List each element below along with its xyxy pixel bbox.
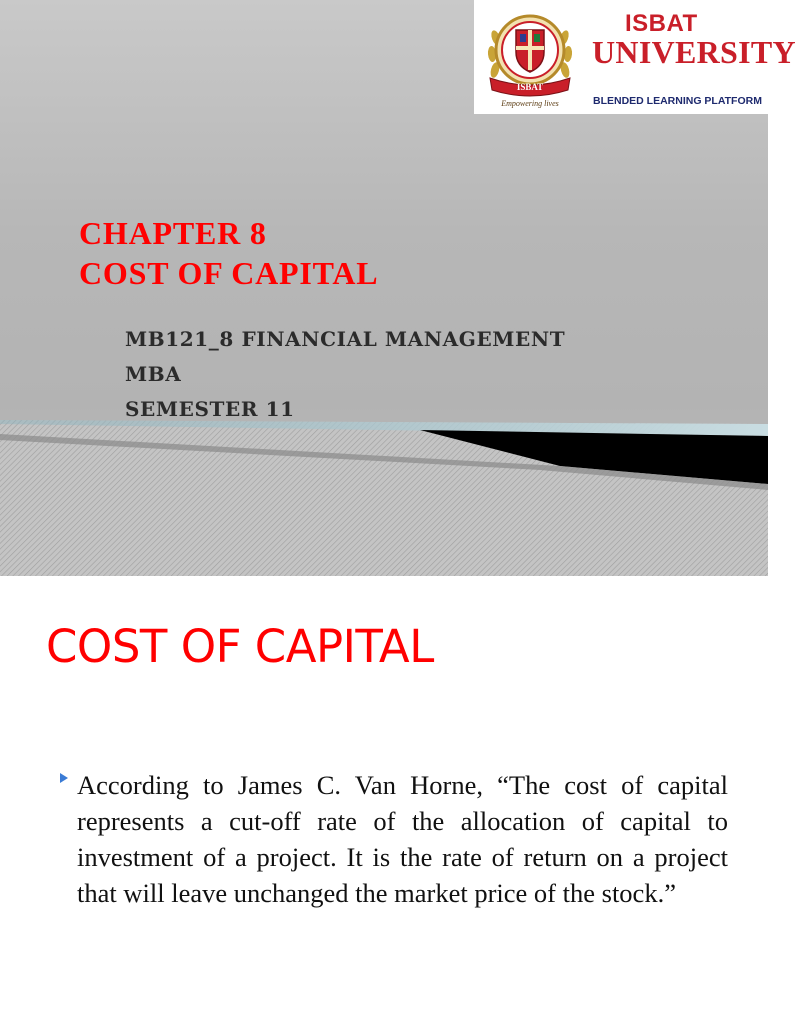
course-code: MB121_8 FINANCIAL MANAGEMENT [125,327,566,351]
university-seal-icon [482,4,578,112]
definition-quote: According to James C. Van Horne, “The cost of capital represents a cut-off rate of the allocation of capital to investment of a project. It is the rate of return on a project that will leave unchanged the market price of the stock.” [77,770,728,908]
chapter-title-line1: CHAPTER 8 [79,215,267,251]
logo-name-line1: ISBAT [625,10,698,37]
logo-name-line2: UNIVERSITY [592,34,796,70]
course-subtitle [125,322,565,427]
university-logo [474,0,796,114]
semester-label: SEMESTER 11 [125,397,295,421]
seal-label: ISBAT [516,82,544,92]
slide-title: COST OF CAPITAL [46,620,434,673]
program-name: MBA [125,362,182,386]
seal-motto: Empowering lives [501,99,559,108]
chapter-title [79,213,378,293]
triangle-bullet-icon [59,772,69,784]
logo-tagline: BLENDED LEARNING PLATFORM [593,95,762,107]
content-slide [0,576,768,1024]
chapter-title-line2: COST OF CAPITAL [79,255,379,291]
